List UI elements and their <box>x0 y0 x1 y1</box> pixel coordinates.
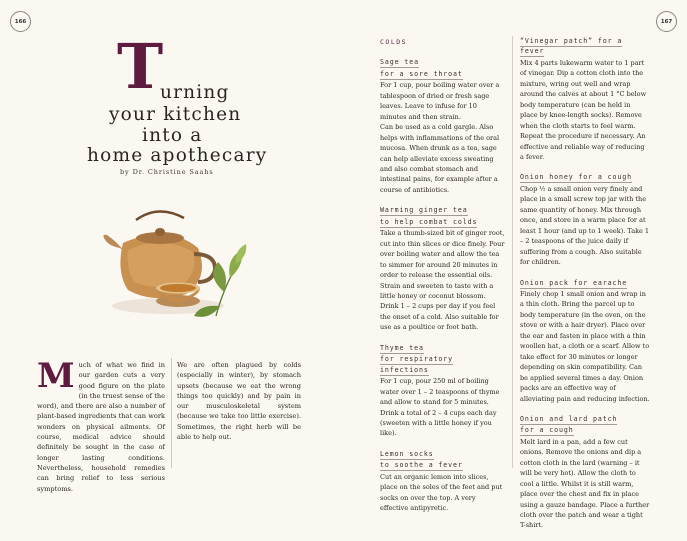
title-line-4: home apothecary <box>87 145 268 166</box>
remedy-heading: Onion and lard patch <box>520 414 618 423</box>
remedy-subheading: for respiratory infections <box>380 355 454 374</box>
title-line-3: into a <box>142 125 203 146</box>
remedy-text: Finely chop 1 small onion and wrap in a thin cloth. Bring the parcel up to body temperature (in the oven, on the stove or with a hair dryer). Place over the ear and fasten in place with a thin woollen hat, a cloth or a scarf. Allow to take effect for 30 minutes or longer depending on skin compatibility. Can be applied several times a day. Onion packs are an effective way of alleviating pain and reducing infection. <box>520 289 650 403</box>
remedy-text: For 1 cup, pour 250 ml of boiling water over 1 – 2 teaspoons of thyme and allow to stand for 5 minutes. Drink a total of 2 – 4 cups each day (sweeten with a little honey if you like). <box>380 377 500 438</box>
remedy-subheading: for a sore throat <box>380 69 463 78</box>
remedy-heading: Sage tea <box>380 58 419 67</box>
remedies-column-2 <box>520 36 650 541</box>
title-line-1: urning <box>160 82 230 103</box>
intro-left-text: uch of what we find in our garden cuts a very good figure on the plate (in the truest sense of the word), and there are also a number of plant-based ingredients that can work wonders on physical ailments. Of course, medical advice should definitely be sought in the case of longer lasting conditions. Nevertheless, household remedies can bring relief to less serious symptoms. <box>37 361 165 493</box>
remedy-heading: Thyme tea <box>380 343 424 352</box>
intro-drop-letter: M <box>37 356 75 396</box>
intro-right-column <box>177 360 301 442</box>
intro-left-column <box>37 356 165 494</box>
remedy-heading: Warming ginger tea <box>380 206 468 215</box>
remedy-text: Mix 4 parts lukewarm water to 1 part of vinegar. Dip a cotton cloth into the mixture, wring out well and wrap around the calves at about 1 °C below body temperature (can be held in place by knee-length socks). Remove when the cloth starts to feel warm. Repeat the procedure if necessary. An effective and reliable way of reducing a fever. <box>520 58 647 161</box>
title-line-2: your kitchen <box>109 104 242 125</box>
remedy-onion-pack <box>520 278 650 404</box>
remedy-ginger-tea <box>380 205 505 332</box>
remedy-text: Chop ½ a small onion very finely and place in a small screw top jar with the same quantity of honey. Mix through once, and store in a warm place for at least 1 hour (and up to 1 week). Take 1 – 2 teaspoons of the juice daily if suffering from a cough. Also suitable for children. <box>520 184 650 267</box>
remedy-heading: Onion pack for earache <box>520 278 628 287</box>
column-divider <box>512 36 513 468</box>
remedy-text: Melt lard in a pan, add a few cut onions. Remove the onions and dip a cotton cloth in the lard (warning – it will be very hot). Allow the cloth to cool a little. Whilst it is still warm, place over the chest and fix in place using a gauze bandage. Place a further cloth over the patch and wear a tight T-shirt. <box>520 437 650 530</box>
remedy-text: Cut an organic lemon into slices, place on the soles of the feet and put socks on over the top. A very effective antipyretic. <box>380 472 503 513</box>
remedy-lemon-socks <box>380 449 505 514</box>
remedy-vinegar-patch <box>520 36 650 162</box>
remedy-onion-lard-patch <box>520 414 650 531</box>
remedy-sage-tea <box>380 57 505 195</box>
remedy-heading: Lemon socks <box>380 449 434 458</box>
remedy-subheading: to soothe a fever <box>380 461 463 470</box>
intro-divider <box>171 358 172 468</box>
remedy-text-2: Can be used as a cold gargle. Also helps with inflammations of the oral mucosa. When drunk as a tea, sage can help alleviate excess sweating and also combat stomach and intestinal pains, for example after a course of antibiotics. <box>380 123 500 194</box>
section-label-colds: COLDS <box>380 38 408 46</box>
intro-right-text: We are often plagued by colds (especially in winter), by stomach upsets (because we eat the wrong things too quickly) and by pain in our musculoskeletal system (because we take too little exercise). Sometimes, the right herb will be able to help out. <box>177 361 301 442</box>
remedy-heading: “Vinegar patch” for a fever <box>520 37 623 56</box>
page-number-right: 167 <box>656 11 677 32</box>
teapot-illustration <box>98 208 248 338</box>
remedies-column-1 <box>380 36 505 524</box>
title-drop-letter: T <box>117 30 164 103</box>
remedy-onion-honey <box>520 172 650 267</box>
remedy-subheading: for a cough <box>520 426 574 435</box>
remedy-thyme-tea <box>380 343 505 439</box>
page-number-left: 166 <box>10 11 31 32</box>
remedy-heading: Onion honey for a cough <box>520 173 633 182</box>
remedy-subheading: to help combat colds <box>380 217 478 226</box>
remedy-text: For 1 cup, pour boiling water over a tablespoon of dried or fresh sage leaves. Leave to infuse for 10 minutes and then strain. <box>380 81 500 121</box>
remedy-text: Take a thumb-sized bit of ginger root, cut into thin slices or dice finely. Pour over boiling water and allow the tea to simmer for around 20 minutes in order to release the essential oils. Strain and sweeten to taste with a little honey or coconut blossom. Drink 1 – 2 cups per day if you feel the onset of a cold. Also suitable for use as a poultice or foot bath. <box>380 229 505 332</box>
byline: by Dr. Christine Saahs <box>120 168 214 176</box>
